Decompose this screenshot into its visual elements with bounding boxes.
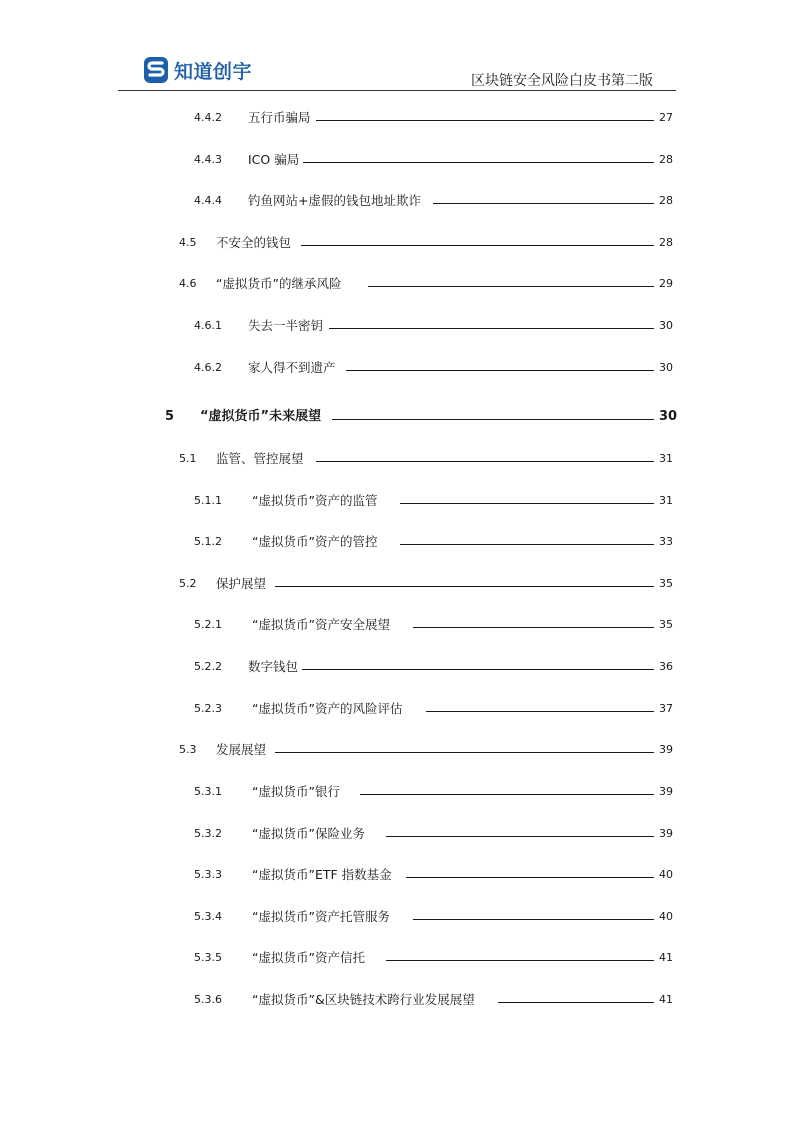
toc-page: 40 — [659, 910, 673, 923]
toc-entry[interactable] — [0, 448, 793, 470]
toc-title: “虚拟货币”资产托管服务 — [252, 909, 390, 924]
toc-title: “虚拟货币”&区块链技术跨行业发展展望 — [252, 992, 475, 1007]
header-divider — [118, 90, 676, 91]
toc-leader — [303, 162, 654, 163]
toc-title: 不安全的钱包 — [216, 235, 292, 250]
toc-title: 家人得不到遗产 — [248, 360, 336, 375]
toc-page: 31 — [659, 452, 673, 465]
toc-title: ICO 骗局 — [248, 152, 300, 167]
toc-number: 5.1 — [179, 452, 197, 465]
toc-leader — [316, 120, 654, 121]
document-title: 区块链安全风险白皮书第二版 — [471, 73, 653, 89]
toc-leader — [386, 960, 654, 961]
toc-number: 5.3 — [179, 743, 197, 756]
toc-leader — [316, 461, 654, 462]
toc-entry[interactable] — [0, 531, 793, 553]
toc-leader — [426, 711, 654, 712]
toc-leader — [301, 245, 654, 246]
toc-entry[interactable] — [0, 698, 793, 720]
toc-number: 5.2.2 — [194, 660, 222, 673]
toc-page: 30 — [659, 409, 678, 424]
toc-page: 40 — [659, 868, 673, 881]
toc-entry[interactable] — [0, 573, 793, 595]
logo-text: 知道创宇 — [174, 60, 253, 83]
toc-number: 5.3.5 — [194, 951, 222, 964]
toc-title: 失去一半密钥 — [248, 318, 324, 333]
toc-number: 4.5 — [179, 236, 197, 249]
page-header — [0, 0, 793, 95]
toc-title: “虚拟货币”资产安全展望 — [252, 617, 390, 632]
toc-number: 5.3.6 — [194, 993, 222, 1006]
toc-leader — [413, 919, 654, 920]
toc-title: “虚拟货币”资产的风险评估 — [252, 701, 403, 716]
toc-title: “虚拟货币”资产信托 — [252, 950, 365, 965]
toc-leader — [400, 544, 654, 545]
toc-entry[interactable] — [0, 864, 793, 886]
toc-entry-chapter[interactable] — [0, 406, 793, 428]
toc-title: “虚拟货币”ETF 指数基金 — [252, 867, 392, 882]
toc-entry[interactable] — [0, 232, 793, 254]
toc-number: 4.4.4 — [194, 194, 222, 207]
toc-leader — [400, 503, 654, 504]
toc-title: “虚拟货币”的继承风险 — [216, 276, 342, 291]
toc-title: 发展展望 — [216, 742, 267, 757]
toc-entry[interactable] — [0, 989, 793, 1011]
toc-entry[interactable] — [0, 739, 793, 761]
toc-number: 5.3.2 — [194, 827, 222, 840]
toc-number: 4.6.2 — [194, 361, 222, 374]
toc-leader — [332, 419, 654, 420]
toc-page: 30 — [659, 361, 673, 374]
toc-page: 31 — [659, 494, 673, 507]
toc-page: 39 — [659, 743, 673, 756]
logo-s-icon — [143, 56, 169, 84]
toc-entry[interactable] — [0, 490, 793, 512]
toc-leader — [275, 752, 654, 753]
toc-page: 35 — [659, 577, 673, 590]
toc-number: 5.3.1 — [194, 785, 222, 798]
toc-number: 4.4.3 — [194, 153, 222, 166]
toc-entry[interactable] — [0, 107, 793, 129]
toc-leader — [360, 794, 654, 795]
toc-title: 监管、管控展望 — [216, 451, 304, 466]
toc-page: 29 — [659, 277, 673, 290]
toc-leader — [275, 586, 654, 587]
toc-entry[interactable] — [0, 190, 793, 212]
toc-entry[interactable] — [0, 947, 793, 969]
toc-page: 41 — [659, 993, 673, 1006]
toc-number: 5.2.1 — [194, 618, 222, 631]
toc-entry[interactable] — [0, 357, 793, 379]
toc-page: 41 — [659, 951, 673, 964]
toc-entry[interactable] — [0, 906, 793, 928]
toc-title: “虚拟货币”未来展望 — [200, 409, 322, 424]
toc-leader — [368, 286, 654, 287]
toc-page: 35 — [659, 618, 673, 631]
toc-leader — [406, 877, 654, 878]
toc-page: 39 — [659, 827, 673, 840]
toc-entry[interactable] — [0, 273, 793, 295]
toc-number: 5.3.4 — [194, 910, 222, 923]
toc-leader — [329, 328, 654, 329]
toc-title: 钓鱼网站+虚假的钱包地址欺诈 — [248, 193, 421, 208]
toc-page: 28 — [659, 236, 673, 249]
toc-number: 5.2.3 — [194, 702, 222, 715]
toc-page: 37 — [659, 702, 673, 715]
toc-title: 五行币骗局 — [248, 110, 311, 125]
toc-title: 数字钱包 — [248, 659, 299, 674]
toc-number: 5.1.2 — [194, 535, 222, 548]
toc-entry[interactable] — [0, 781, 793, 803]
toc-title: “虚拟货币”资产的管控 — [252, 534, 378, 549]
toc-leader — [498, 1002, 654, 1003]
toc-number: 5.3.3 — [194, 868, 222, 881]
toc-leader — [346, 370, 654, 371]
toc-title: “虚拟货币”资产的监管 — [252, 493, 378, 508]
toc-number: 5.1.1 — [194, 494, 222, 507]
toc-entry[interactable] — [0, 149, 793, 171]
toc-number: 4.6.1 — [194, 319, 222, 332]
toc-page: 36 — [659, 660, 673, 673]
toc-entry[interactable] — [0, 823, 793, 845]
toc-page: 27 — [659, 111, 673, 124]
toc-entry[interactable] — [0, 315, 793, 337]
toc-number: 5 — [165, 409, 175, 424]
toc-entry[interactable] — [0, 614, 793, 636]
toc-leader — [302, 669, 654, 670]
toc-page: 28 — [659, 153, 673, 166]
toc-number: 4.6 — [179, 277, 197, 290]
toc-page: 33 — [659, 535, 673, 548]
toc-number: 5.2 — [179, 577, 197, 590]
toc-page: 28 — [659, 194, 673, 207]
toc-title: “虚拟货币”保险业务 — [252, 826, 365, 841]
toc-leader — [386, 836, 654, 837]
toc-number: 4.4.2 — [194, 111, 222, 124]
toc-page: 30 — [659, 319, 673, 332]
company-logo — [143, 54, 252, 86]
toc-title: 保护展望 — [216, 576, 267, 591]
toc-leader — [413, 627, 654, 628]
toc-title: “虚拟货币”银行 — [252, 784, 340, 799]
toc-leader — [433, 203, 654, 204]
toc-page: 39 — [659, 785, 673, 798]
toc-entry[interactable] — [0, 656, 793, 678]
